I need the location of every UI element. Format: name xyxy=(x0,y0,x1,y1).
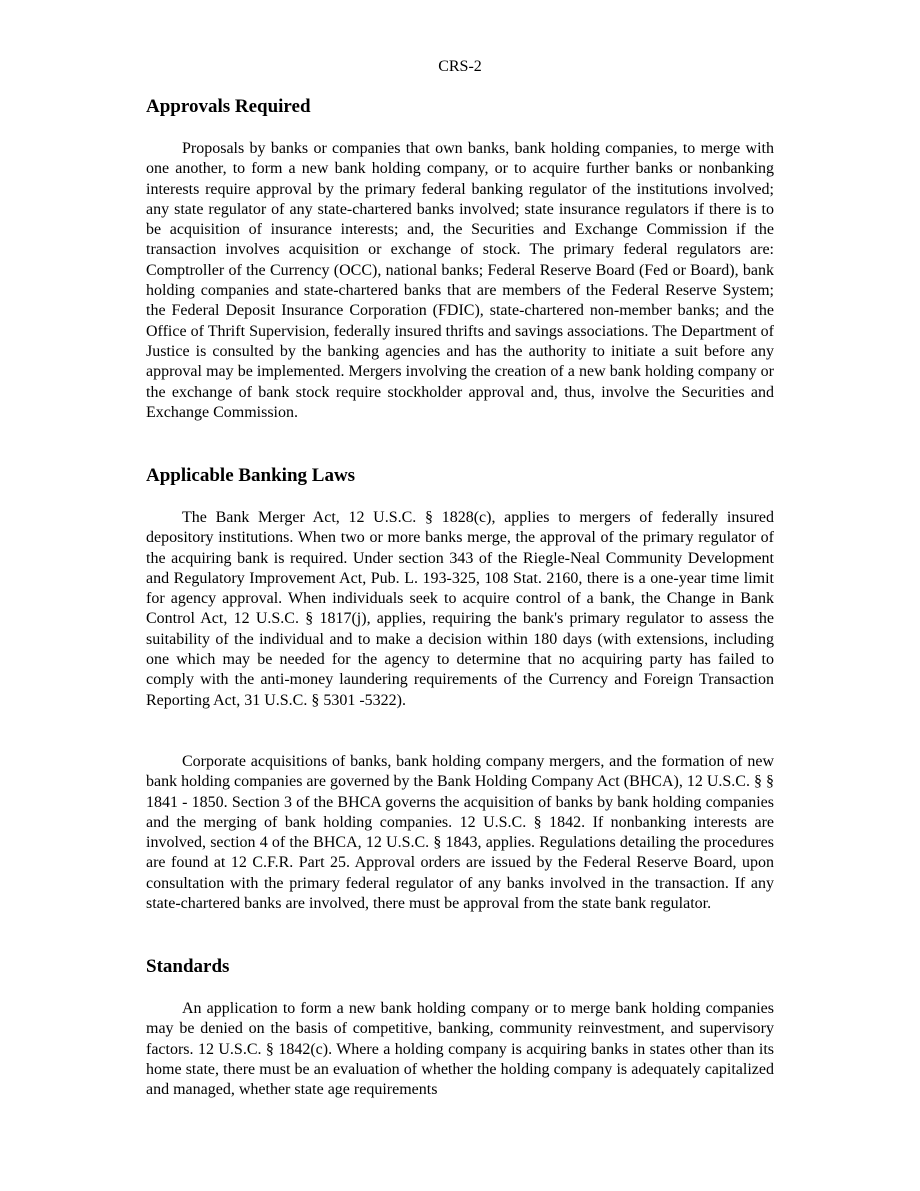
paragraph-approvals-required: Proposals by banks or companies that own banks, bank holding companies, to merge with one another, to form a new bank holding company, or to acquire further banks or nonbanking interests require approval by the primary federal banking regulator of the institutions involved; any state regulator of any state-chartered banks involved; state insurance regulators if there is to be acquisition of insurance interests; and, the Securities and Exchange Commission if the transaction involves acquisition or exchange of stock. The primary federal regulators are: Comptroller of the Currency (OCC), national banks; Federal Reserve Board (Fed or Board), bank holding companies and state-chartered banks that are members of the Federal Reserve System; the Federal Deposit Insurance Corporation (FDIC), state-chartered non-member banks; and the Office of Thrift Supervision, federally insured thrifts and savings associations. The Department of Justice is consulted by the banking agencies and has the authority to initiate a suit before any approval may be implemented. Mergers involving the creation of a new bank holding company or the exchange of bank stock require stockholder approval and, thus, involve the Securities and Exchange Commission. xyxy=(146,140,774,421)
paragraph-corporate-acquisitions: Corporate acquisitions of banks, bank holding company mergers, and the formation of new bank holding companies are governed by the Bank Holding Company Act (BHCA), 12 U.S.C. § § 1841 - 1850. Section 3 of the BHCA governs the acquisition of banks by bank holding companies and the merging of bank holding companies. 12 U.S.C. § 1842. If nonbanking interests are involved, section 4 of the BHCA, 12 U.S.C. § 1843, applies. Regulations detailing the procedures are found at 12 C.F.R. Part 25. Approval orders are issued by the Federal Reserve Board, upon consultation with the primary federal regulator of any banks involved in the transaction. If any state-chartered banks are involved, there must be approval from the state bank regulator. xyxy=(146,753,774,913)
page-number: CRS-2 xyxy=(438,58,482,75)
heading-approvals-required: Approvals Required xyxy=(146,96,311,117)
paragraph-bank-merger-act: The Bank Merger Act, 12 U.S.C. § 1828(c), applies to mergers of federally insured depository institutions. When two or more banks merge, the approval of the primary regulator of the acquiring bank is required. Under section 343 of the Riegle-Neal Community Development and Regulatory Improvement Act, Pub. L. 193-325, 108 Stat. 2160, there is a one-year time limit for agency approval. When individuals seek to acquire control of a bank, the Change in Bank Control Act, 12 U.S.C. § 1817(j), applies, requiring the bank's primary regulator to assess the suitability of the individual and to make a decision within 180 days (with extensions, including one which may be needed for the agency to determine that no acquiring party has failed to comply with the anti-money laundering requirements of the Currency and Foreign Transaction Reporting Act, 31 U.S.C. § 5301 -5322). xyxy=(146,509,774,709)
paragraph-standards: An application to form a new bank holding company or to merge bank holding companies may be denied on the basis of competitive, banking, community reinvestment, and supervisory factors. 12 U.S.C. § 1842(c). Where a holding company is acquiring banks in states other than its home state, there must be an evaluation of whether the holding company is adequately capitalized and managed, whether state age requirements xyxy=(146,1000,774,1099)
heading-applicable-banking-laws: Applicable Banking Laws xyxy=(146,465,356,486)
heading-standards: Standards xyxy=(146,956,230,977)
